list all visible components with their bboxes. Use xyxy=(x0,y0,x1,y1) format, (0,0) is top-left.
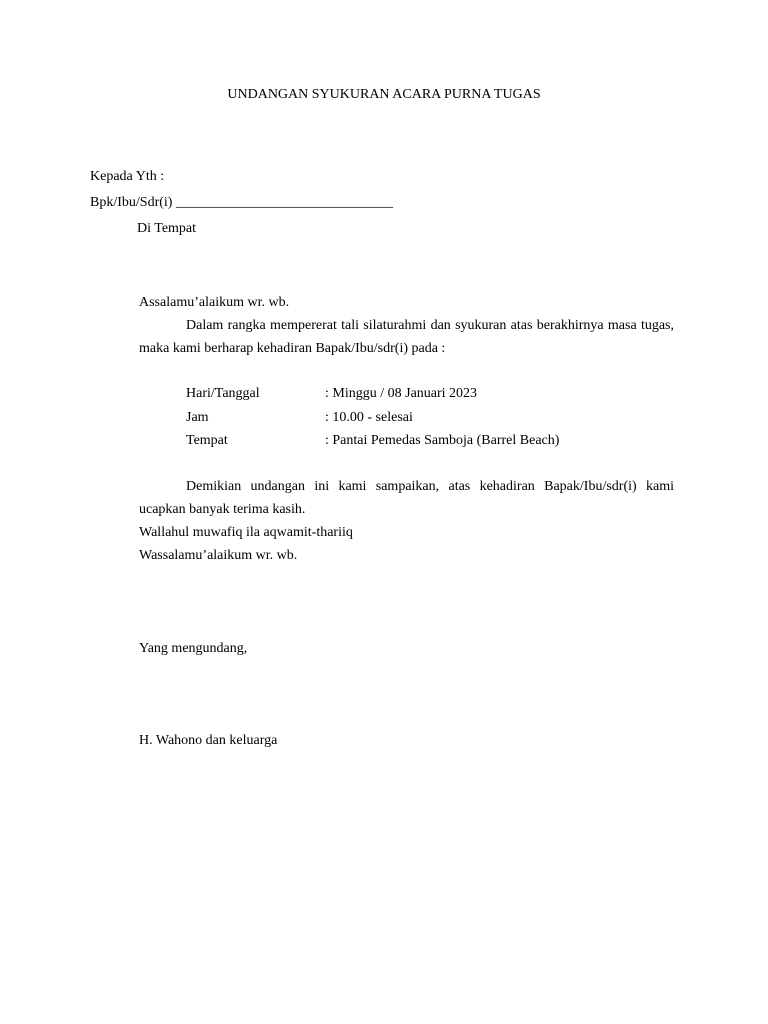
document-title: UNDANGAN SYUKURAN ACARA PURNA TUGAS xyxy=(227,87,541,102)
intro-line-1: Dalam rangka mempererat tali silaturahmi dan syukuran atas berakhirnya masa tugas, xyxy=(186,318,674,333)
greeting: Assalamu’alaikum wr. wb. xyxy=(139,295,290,310)
intro-line-2: maka kami berharap kehadiran Bapak/Ibu/sdr(i) pada : xyxy=(139,341,446,356)
detail-label-time: Jam xyxy=(186,410,209,425)
recipient-to: Kepada Yth : xyxy=(90,169,165,184)
closing-line-3: Wallahul muwafiq ila aqwamit-thariiq xyxy=(139,525,353,540)
closing-line-1: Demikian undangan ini kami sampaikan, atas kehadiran Bapak/Ibu/sdr(i) kami xyxy=(186,479,674,494)
recipient-name-line: Bpk/Ibu/Sdr(i) _______________________________ xyxy=(90,195,393,210)
recipient-place: Di Tempat xyxy=(137,221,197,236)
signature-intro: Yang mengundang, xyxy=(139,641,248,656)
detail-value-place: : Pantai Pemedas Samboja (Barrel Beach) xyxy=(325,433,560,448)
detail-label-date: Hari/Tanggal xyxy=(186,386,260,401)
closing-line-2: ucapkan banyak terima kasih. xyxy=(139,502,306,517)
signature-name: H. Wahono dan keluarga xyxy=(139,733,278,748)
detail-value-date: : Minggu / 08 Januari 2023 xyxy=(325,386,478,401)
detail-value-time: : 10.00 - selesai xyxy=(325,410,413,425)
detail-label-place: Tempat xyxy=(186,433,228,448)
closing-line-4: Wassalamu’alaikum wr. wb. xyxy=(139,548,298,563)
